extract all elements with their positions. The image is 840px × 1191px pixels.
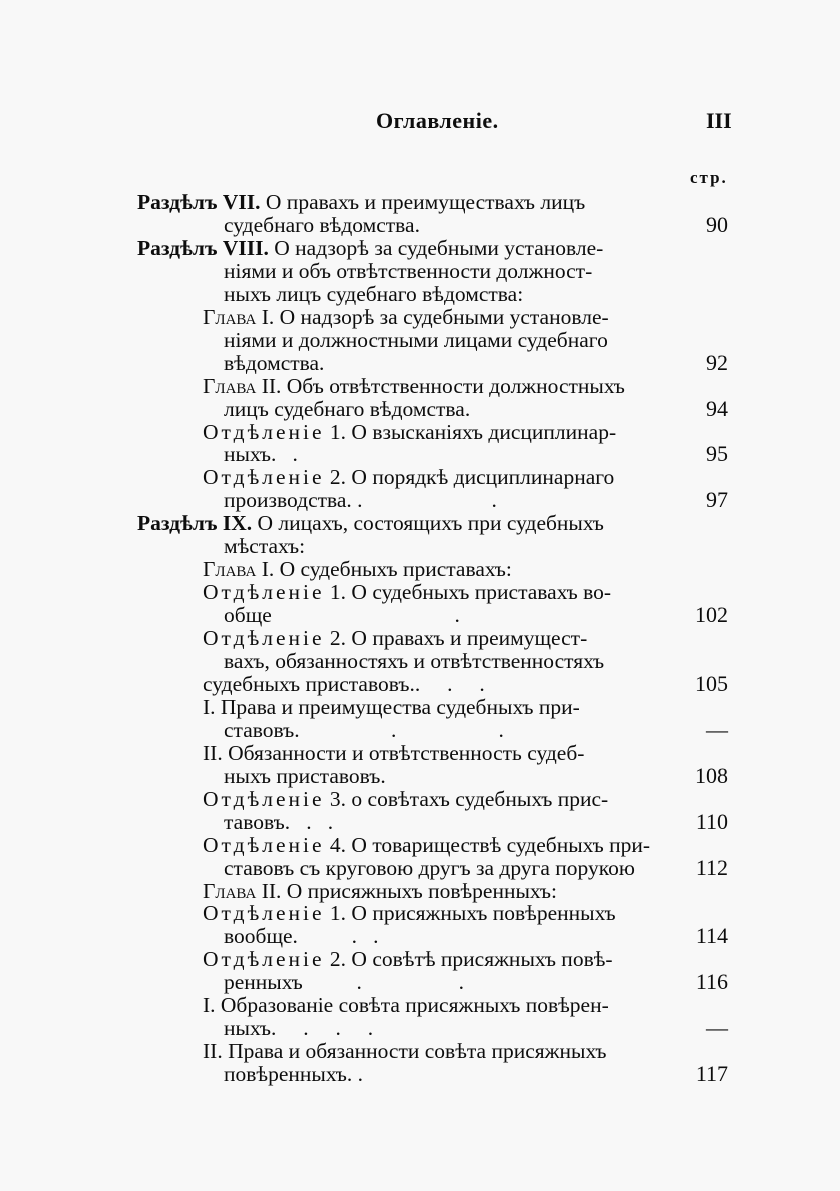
chapter-label: Глава	[203, 374, 257, 398]
toc-page-number: —	[706, 1015, 728, 1040]
toc-line-text: II. Объ отвѣтственности должностныхъ	[256, 374, 625, 398]
section-label: Раздѣлъ VIII.	[137, 236, 269, 260]
toc-line	[203, 305, 609, 329]
toc-line	[224, 351, 324, 375]
toc-line	[203, 947, 613, 971]
toc-line-text: ставовъ съ круговою другъ за друга порукою	[224, 856, 635, 880]
toc-page-number: 117	[695, 1061, 728, 1086]
toc-page-number: 94	[706, 396, 728, 421]
toc-line-text: О надзорѣ за судебными установле-	[268, 236, 604, 260]
toc-line-text: ныхъ. . . .	[224, 1016, 374, 1040]
toc-line-text: 1. О присяжныхъ повѣренныхъ	[324, 901, 616, 925]
toc-line-text: ніями и должностными лицами судебнаго	[224, 328, 608, 352]
toc-line-text: обще .	[224, 603, 460, 627]
subsection-label: Отдѣленіе	[203, 465, 325, 489]
toc-line-text: судебнаго вѣдомства.	[224, 213, 420, 237]
toc-line-text: 2. О порядкѣ дисциплинарнаго	[324, 465, 615, 489]
toc-line	[224, 718, 504, 742]
toc-page-number: —	[706, 717, 728, 742]
toc-line	[224, 259, 592, 283]
toc-line	[203, 374, 625, 398]
toc-line	[203, 420, 616, 444]
toc-line	[203, 465, 614, 489]
toc-line-text: I. О надзорѣ за судебными установле-	[256, 305, 609, 329]
toc-line-text: 2. О совѣтѣ присяжныхъ повѣ-	[324, 947, 613, 971]
toc-line	[203, 580, 611, 604]
toc-line-text: вѣдомства.	[224, 351, 325, 375]
toc-line	[224, 282, 523, 306]
section-label: Раздѣлъ IX.	[137, 511, 253, 535]
toc-line	[224, 810, 333, 834]
toc-page-number: 102	[695, 602, 728, 627]
toc-line	[203, 833, 650, 857]
toc-line	[224, 970, 464, 994]
toc-line-text: тавовъ. . .	[224, 810, 334, 834]
chapter-label: Глава	[203, 879, 257, 903]
toc-page-number: 105	[695, 671, 728, 696]
toc-line-text: повѣренныхъ. .	[224, 1062, 364, 1086]
toc-line	[224, 1016, 373, 1040]
toc-line-text: 1. О взысканіяхъ дисциплинар-	[324, 420, 617, 444]
toc-line-text: ренныхъ . .	[224, 970, 465, 994]
toc-line	[203, 626, 587, 650]
subsection-label: Отдѣленіе	[203, 833, 325, 857]
toc-line-text: II. Права и обязанности совѣта присяжныхъ	[203, 1039, 607, 1063]
toc-line	[203, 993, 609, 1017]
chapter-label: Глава	[203, 305, 257, 329]
toc-line	[137, 190, 585, 214]
toc-line	[224, 649, 604, 673]
toc-line-text: О лицахъ, состоящихъ при судебныхъ	[252, 511, 604, 535]
subsection-label: Отдѣленіе	[203, 787, 325, 811]
toc-page-number: 110	[695, 809, 728, 834]
toc-line	[137, 511, 604, 535]
toc-line-text: судебныхъ приставовъ.. . .	[203, 672, 485, 696]
toc-line	[203, 879, 557, 903]
subsection-label: Отдѣленіе	[203, 901, 325, 925]
section-label: Раздѣлъ VII.	[137, 190, 261, 214]
toc-page-number: 92	[706, 350, 728, 375]
toc-line	[203, 901, 616, 925]
toc-line-text: 3. о совѣтахъ судебныхъ прис-	[324, 787, 609, 811]
toc-line-text: I. Права и преимущества судебныхъ при-	[203, 695, 580, 719]
toc-line-text: II. О присяжныхъ повѣренныхъ:	[256, 879, 557, 903]
toc-line	[203, 741, 584, 765]
toc-line-text: ніями и объ отвѣтственности должност-	[224, 259, 593, 283]
toc-line	[224, 1062, 363, 1086]
toc-line	[224, 924, 379, 948]
page-title: Оглавленіе.	[376, 108, 499, 133]
toc-line-text: ныхъ. .	[224, 442, 298, 466]
toc-line	[203, 695, 580, 719]
toc-line-text: I. О судебныхъ приставахъ:	[256, 557, 512, 581]
toc-line-text: ныхъ лицъ судебнаго вѣдомства:	[224, 282, 524, 306]
toc-page-number: 112	[695, 855, 728, 880]
toc-line	[224, 213, 420, 237]
toc-line	[203, 672, 485, 696]
page-column-heading: стр.	[690, 168, 728, 187]
toc-line	[224, 488, 497, 512]
subsection-label: Отдѣленіе	[203, 580, 325, 604]
toc-line-text: 1. О судебныхъ приставахъ во-	[324, 580, 612, 604]
toc-line-text: II. Обязанности и отвѣтственность судеб-	[203, 741, 585, 765]
toc-line	[224, 534, 305, 558]
toc-page-number: 108	[695, 763, 728, 788]
toc-page-number: 97	[706, 487, 728, 512]
toc-line	[203, 557, 512, 581]
toc-line	[224, 328, 608, 352]
toc-line	[224, 856, 635, 880]
toc-line-text: ныхъ приставовъ.	[224, 764, 386, 788]
toc-line-text: О правахъ и преимуществахъ лицъ	[260, 190, 586, 214]
toc-line	[224, 442, 298, 466]
toc-page-number: 114	[695, 923, 728, 948]
toc-line	[203, 787, 608, 811]
toc-line	[224, 764, 386, 788]
toc-line-text: мѣстахъ:	[224, 534, 306, 558]
toc-line-text: вахъ, обязанностяхъ и отвѣтственностяхъ	[224, 649, 605, 673]
toc-line-text: 4. О товариществѣ судебныхъ при-	[324, 833, 650, 857]
chapter-label: Глава	[203, 557, 257, 581]
toc-line	[224, 397, 470, 421]
toc-line	[137, 236, 603, 260]
toc-page-number: 95	[706, 441, 728, 466]
subsection-label: Отдѣленіе	[203, 420, 325, 444]
subsection-label: Отдѣленіе	[203, 947, 325, 971]
toc-line-text: ставовъ. . .	[224, 718, 504, 742]
toc-line-text: лицъ судебнаго вѣдомства.	[224, 397, 471, 421]
toc-line-text: производства. . .	[224, 488, 497, 512]
toc-page-number: 116	[695, 969, 728, 994]
toc-line	[203, 1039, 607, 1063]
toc-page-number: 90	[706, 212, 728, 237]
toc-line	[224, 603, 460, 627]
toc-line-text: I. Образованіе совѣта присяжныхъ повѣрен-	[203, 993, 609, 1017]
toc-line-text: вообще. . .	[224, 924, 379, 948]
subsection-label: Отдѣленіе	[203, 626, 325, 650]
toc-line-text: 2. О правахъ и преимущест-	[324, 626, 588, 650]
page-number: III	[706, 108, 732, 133]
